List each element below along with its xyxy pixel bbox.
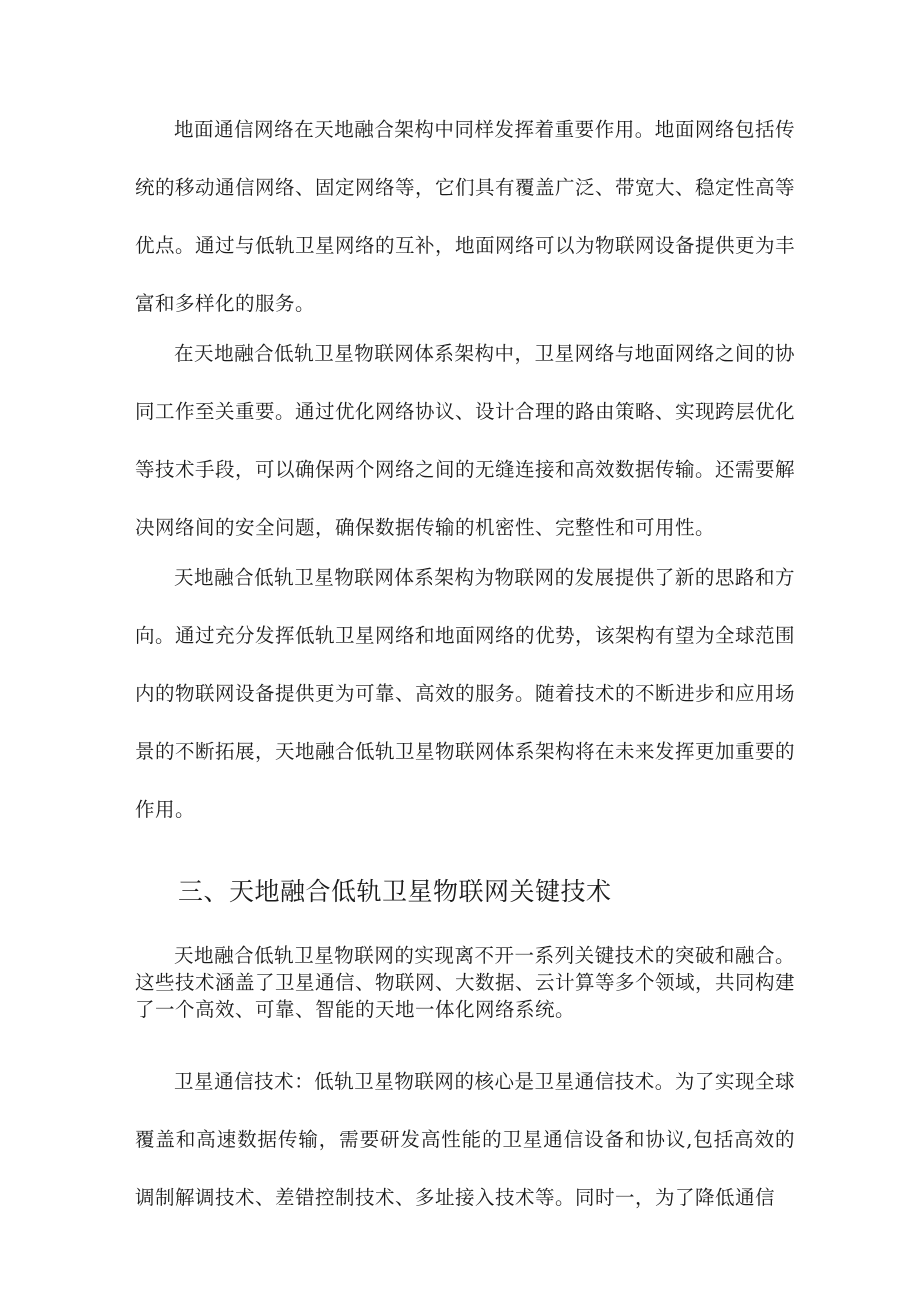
paragraph-ground-network: 地面通信网络在天地融合架构中同样发挥着重要作用。地面网络包括传统的移动通信网络、固定网络等，它们具有覆盖广泛、带宽大、稳定性高等优点。通过与低轨卫星网络的互补，地面网络可以为物联网设备提供更为丰富和多样化的服务。 [135,118,796,315]
paragraph-network-coordination: 在天地融合低轨卫星物联网体系架构中，卫星网络与地面网络之间的协同工作至关重要。通过优化网络协议、设计合理的路由策略、实现跨层优化等技术手段，可以确保两个网络之间的无缝连接和高效数据传输。还需要解决网络间的安全问题，确保数据传输的机密性、完整性和可用性。 [135,342,796,539]
paragraph-architecture-outlook: 天地融合低轨卫星物联网体系架构为物联网的发展提供了新的思路和方向。通过充分发挥低轨卫星网络和地面网络的优势，该架构有望为全球范围内的物联网设备提供更为可靠、高效的服务。随着技术的不断进步和应用场景的不断拓展，天地融合低轨卫星物联网体系架构将在未来发挥更加重要的作用。 [135,566,796,821]
paragraph-satellite-communication: 卫星通信技术：低轨卫星物联网的核心是卫星通信技术。为了实现全球覆盖和高速数据传输，需要研发高性能的卫星通信设备和协议,包括高效的调制解调技术、差错控制技术、多址接入技术等。同时一，为了降低通信 [135,1070,795,1209]
paragraph-section-intro: 天地融合低轨卫星物联网的实现离不开一系列关键技术的突破和融合。这些技术涵盖了卫星通信、物联网、大数据、云计算等多个领域，共同构建了一个高效、可靠、智能的天地一体化网络系统。 [135,944,796,1021]
section-heading: 三、天地融合低轨卫星物联网关键技术 [178,877,612,906]
